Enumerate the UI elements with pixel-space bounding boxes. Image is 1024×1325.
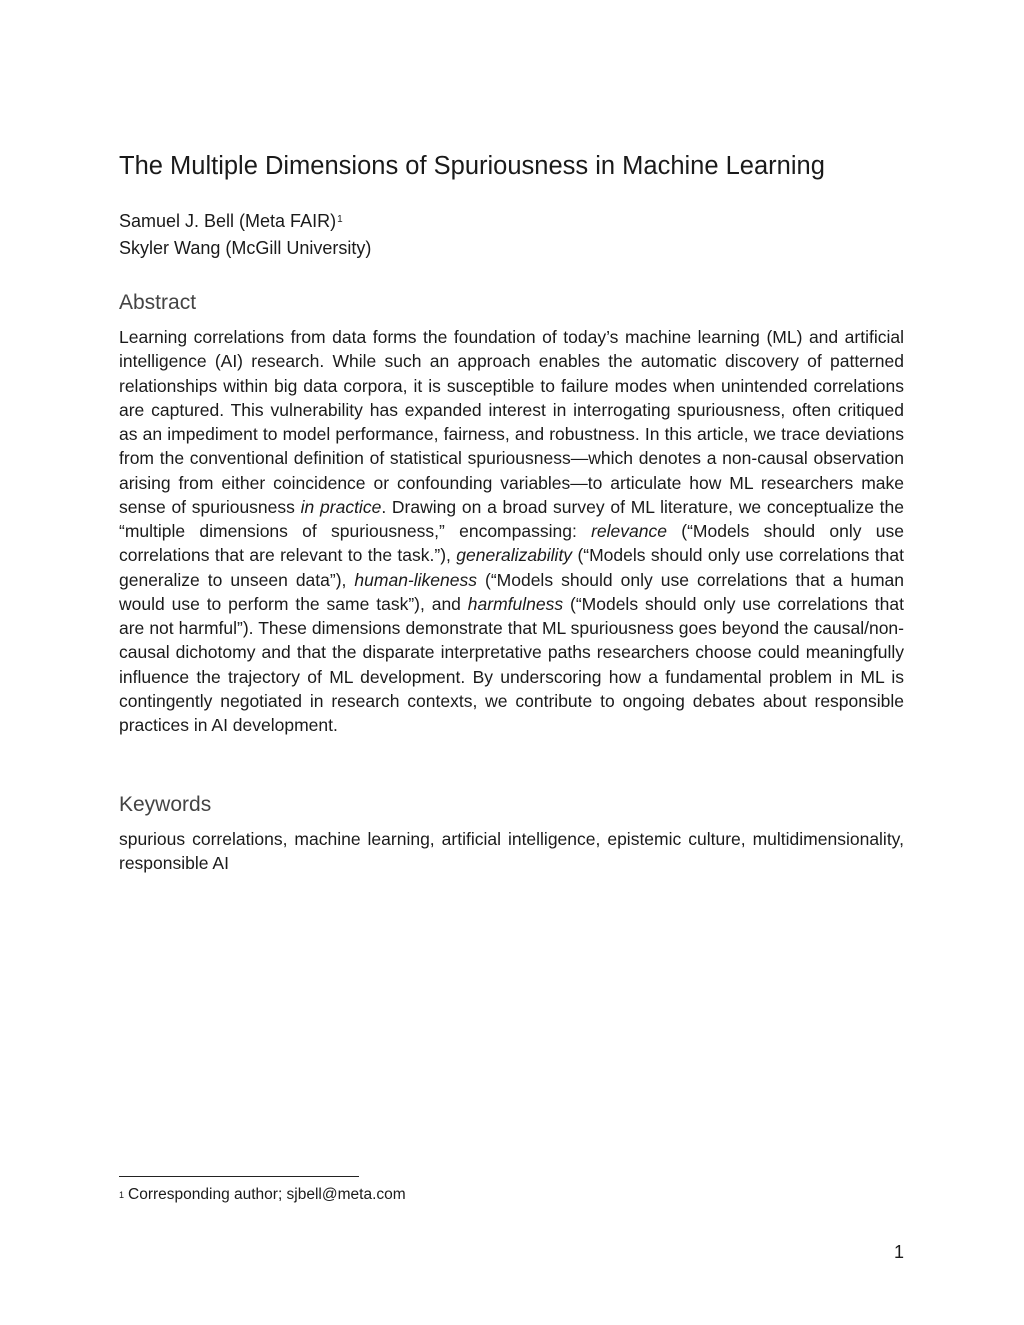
footnote-text: Corresponding author; sjbell@meta.com bbox=[128, 1186, 406, 1203]
abstract-text-segment: (“Models should only use correlations that are not harmful”). These dimensions demonstrate that ML spuriousness goes beyond the causal/non-causal dichotomy and that the disparate interpretative paths researchers choose could meaningfully influence the trajectory of ML development. By underscoring how a fundamental problem in ML is contingently negotiated in research contexts, we contribute to ongoing debates about responsible practices in AI development. bbox=[119, 593, 904, 735]
abstract-emphasis: generalizability bbox=[456, 545, 573, 566]
abstract-text-segment: (“Models should only use correlations that generalize to unseen data”), bbox=[119, 545, 904, 590]
footnote-mark: 1 bbox=[119, 1190, 125, 1200]
footnote bbox=[119, 1184, 406, 1206]
author-list bbox=[119, 208, 371, 262]
author-line bbox=[119, 235, 371, 262]
abstract-emphasis: relevance bbox=[591, 521, 667, 541]
abstract-text-segment: . Drawing on a broad survey of ML literature, we conceptualize the “multiple dimensions of spuriousness,” encompassing: bbox=[119, 496, 905, 541]
keywords-list: spurious correlations, machine learning, artificial intelligence, epistemic culture, multidimensionality, responsible AI bbox=[119, 829, 904, 874]
paper-title: The Multiple Dimensions of Spuriousness in Machine Learning bbox=[119, 152, 825, 180]
page-number: 1 bbox=[893, 1242, 904, 1262]
abstract-emphasis: in practice bbox=[300, 496, 382, 517]
abstract-emphasis: harmfulness bbox=[467, 593, 564, 614]
abstract-emphasis: human-likeness bbox=[354, 569, 477, 590]
author-line bbox=[119, 208, 371, 235]
abstract-text-segment: (“Models should only use correlations that a human would use to perform the same task”), and bbox=[119, 569, 904, 614]
keywords-heading: Keywords bbox=[119, 793, 212, 816]
abstract-text-segment: Learning correlations from data forms the foundation of today’s machine learning (ML) and artificial intelligence (AI) research. While such an approach enables the automatic discovery of patterned relationships within big data corpora, it is susceptible to failure modes when unintended correlations are captured. This vulnerability has expanded interest in interrogating spuriousness, often critiqued as an impediment to model performance, fairness, and robustness. In this article, we trace deviations from the conventional definition of statistical spuriousness—which denotes a non-causal observation arising from either coincidence or confounding variables—to articulate how ML researchers make sense of spuriousness bbox=[119, 327, 904, 517]
footnote-divider bbox=[119, 1176, 359, 1177]
paper-page bbox=[119, 0, 904, 1325]
author-name: Skyler Wang (McGill University) bbox=[119, 238, 372, 258]
abstract-text-segment: (“Models should only use correlations that are relevant to the task.”), bbox=[119, 521, 905, 566]
footnote-mark: 1 bbox=[337, 214, 343, 225]
abstract-paragraph bbox=[119, 325, 904, 737]
abstract-heading: Abstract bbox=[119, 291, 197, 314]
author-name: Samuel J. Bell (Meta FAIR) bbox=[119, 211, 337, 231]
